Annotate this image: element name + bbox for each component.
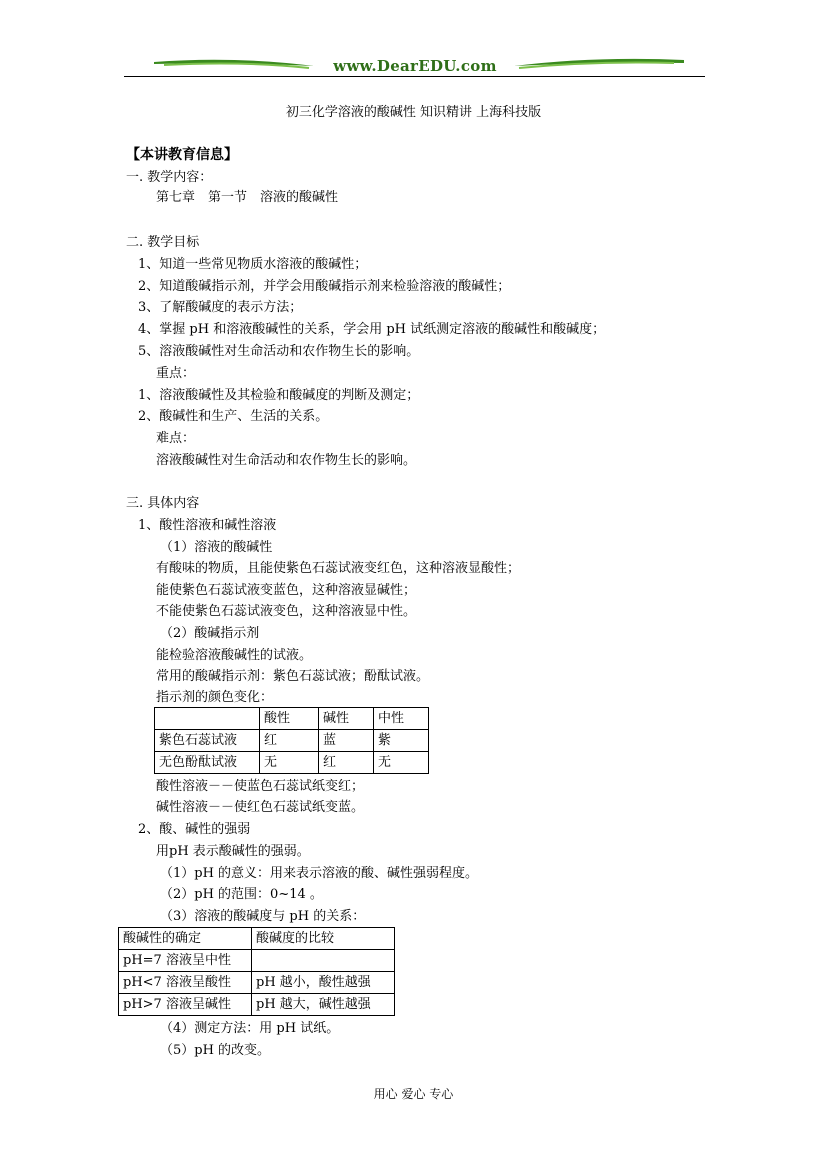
table-header-row [119,928,395,950]
goal-item: 5、溶液酸碱性对生命活动和农作物生长的影响。 [138,344,420,359]
ph-relation-table [118,927,395,1016]
body-line: 酸性溶液－－使蓝色石蕊试纸变红； [156,779,365,794]
part1-content: 第七章 第一节 溶液的酸碱性 [156,190,339,205]
body-line: （3）溶液的酸碱度与 pH 的关系： [160,909,366,924]
body-line: （2）pH 的范围：0~14 。 [160,887,323,902]
table-row [119,950,395,972]
table-header-row [155,708,429,730]
part1-heading: 一. 教学内容： [126,170,213,185]
table-cell: 无色酚酞试液 [155,752,260,774]
table-row [155,730,429,752]
key-point-item: 1、溶液酸碱性及其检验和酸碱度的判断及测定； [138,388,420,403]
table-cell: pH 越大，碱性越强 [252,994,395,1016]
page-footer: 用心 爱心 专心 [373,1087,454,1101]
table-cell: 酸碱性的确定 [119,928,252,950]
body-line: 碱性溶液－－使红色石蕊试纸变蓝。 [156,800,365,815]
body-line: 能检验溶液酸碱性的试液。 [156,648,313,663]
body-line: 常用的酸碱指示剂：紫色石蕊试液；酚酞试液。 [156,669,430,684]
goal-item: 4、掌握 pH 和溶液酸碱性的关系，学会用 pH 试纸测定溶液的酸碱性和酸碱度； [138,322,606,337]
difficulty-label: 难点： [156,431,196,446]
site-url: www.DearEDU.com [333,57,497,75]
body-line: （5）pH 的改变。 [160,1043,271,1058]
table-cell: 中性 [374,708,429,730]
table-cell: 红 [319,752,374,774]
key-points-label: 重点： [156,366,196,381]
section-info-heading: 【本讲教育信息】 [126,147,238,163]
subsection-title: 2、酸、碱性的强弱 [138,822,251,837]
body-line: 不能使紫色石蕊试液变色，这种溶液显中性。 [156,604,417,619]
table-cell: 红 [260,730,319,752]
goal-item: 3、了解酸碱度的表示方法； [138,300,303,315]
document-title: 初三化学溶液的酸碱性 知识精讲 上海科技版 [285,105,542,120]
table-row [119,994,395,1016]
body-line: 用pH 表示酸碱性的强弱。 [156,844,310,859]
subsection-subtitle: （2）酸碱指示剂 [160,626,260,641]
body-line: （4）测定方法：用 pH 试纸。 [160,1021,340,1036]
body-line: 能使紫色石蕊试液变蓝色，这种溶液显碱性； [156,583,417,598]
table-cell [155,708,260,730]
table-cell: 无 [374,752,429,774]
part3-heading: 三. 具体内容 [126,496,200,511]
table-cell: pH>7 溶液呈碱性 [119,994,252,1016]
table-row [119,972,395,994]
indicator-color-table [154,707,429,774]
table-cell: 紫 [374,730,429,752]
subsection-title: 1、酸性溶液和碱性溶液 [138,518,277,533]
table-cell: 无 [260,752,319,774]
table-cell: 酸碱度的比较 [252,928,395,950]
body-line: 指示剂的颜色变化： [156,690,274,705]
table-cell: pH=7 溶液呈中性 [119,950,252,972]
body-line: 有酸味的物质，且能使紫色石蕊试液变红色，这种溶液显酸性； [156,561,521,576]
body-line: （1）pH 的意义：用来表示溶液的酸、碱性强弱程度。 [160,866,479,881]
subsection-subtitle: （1）溶液的酸碱性 [160,540,273,555]
table-cell: 紫色石蕊试液 [155,730,260,752]
goal-item: 2、知道酸碱指示剂，并学会用酸碱指示剂来检验溶液的酸碱性； [138,279,511,294]
goal-item: 1、知道一些常见物质水溶液的酸碱性； [138,257,368,272]
table-row [155,752,429,774]
table-cell: 蓝 [319,730,374,752]
table-cell: pH<7 溶液呈酸性 [119,972,252,994]
table-cell [252,950,395,972]
table-cell: 酸性 [260,708,319,730]
part2-heading: 二. 教学目标 [126,235,200,250]
key-point-item: 2、酸碱性和生产、生活的关系。 [138,409,329,424]
header-rule [124,76,705,77]
difficulty-text: 溶液酸碱性对生命活动和农作物生长的影响。 [156,453,417,468]
table-cell: pH 越小，酸性越强 [252,972,395,994]
table-cell: 碱性 [319,708,374,730]
